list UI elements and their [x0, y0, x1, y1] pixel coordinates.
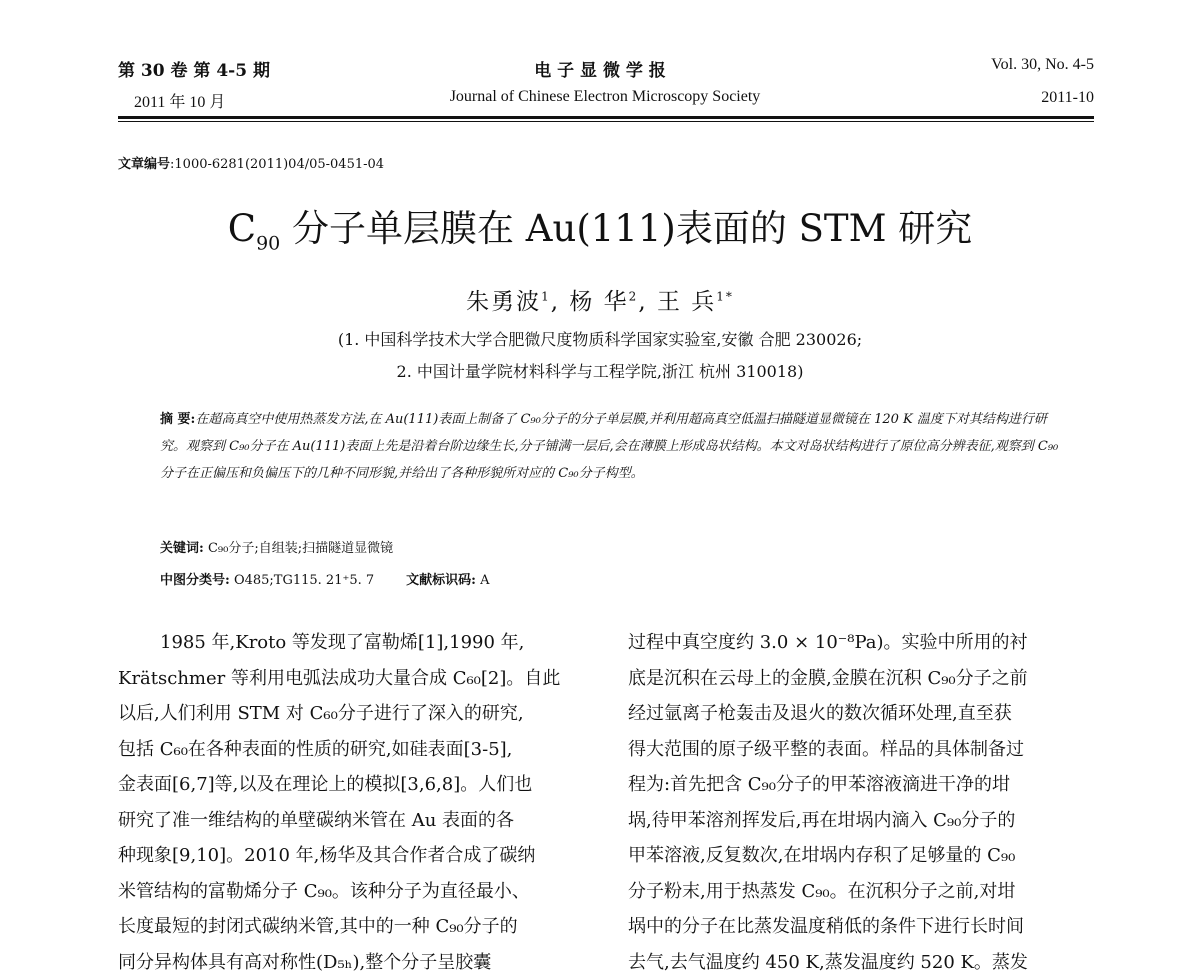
body-line: 得大范围的原子级平整的表面。样品的具体制备过: [628, 732, 1094, 768]
body-line: 过程中真空度约 3.0 × 10⁻⁸Pa)。实验中所用的衬: [628, 625, 1094, 661]
title-subscript: 90: [256, 232, 280, 254]
title-c: C: [228, 207, 256, 250]
title-rest: 分子单层膜在 Au(111)表面的 STM 研究: [280, 207, 972, 250]
journal-title-en: Journal of Chinese Electron Microscopy Society: [0, 88, 1200, 106]
classification-code: O485;TG115. 21⁺5. 7: [230, 573, 374, 588]
author-name: 王 兵: [657, 289, 716, 315]
document-code: A: [476, 573, 490, 588]
body-line: 金表面[6,7]等,以及在理论上的模拟[3,6,8]。人们也: [118, 767, 591, 803]
body-line: 去气,去气温度约 450 K,蒸发温度约 520 K。蒸发: [628, 945, 1094, 980]
volume-issue-cn: 第 30 卷 第 4-5 期: [118, 56, 270, 81]
body-line: 研究了准一维结构的单壁碳纳米管在 Au 表面的各: [118, 803, 591, 839]
body-line: 甲苯溶液,反复数次,在坩埚内存积了足够量的 C₉₀: [628, 838, 1094, 874]
body-column-right: [628, 625, 1094, 980]
author-affiliation-mark: 2: [629, 289, 639, 303]
keywords: [160, 537, 393, 556]
classification-label: 中图分类号:: [160, 573, 230, 588]
abstract-label: 摘 要:: [160, 412, 195, 427]
body-column-left: [118, 625, 591, 980]
author-name: 杨 华: [569, 289, 628, 315]
header-rule-thin: [118, 121, 1094, 122]
affiliation-line: 2. 中国计量学院材料科学与工程学院,浙江 杭州 310018): [0, 359, 1200, 382]
body-line: 经过氩离子枪轰击及退火的数次循环处理,直至获: [628, 696, 1094, 732]
author-name: 朱勇波: [466, 289, 541, 315]
paper-title: [0, 198, 1200, 254]
body-line: Krätschmer 等利用电弧法成功大量合成 C₆₀[2]。自此: [118, 661, 591, 697]
body-line: 长度最短的封闭式碳纳米管,其中的一种 C₉₀分子的: [118, 909, 591, 945]
keywords-text: C₉₀分子;自组装;扫描隧道显微镜: [204, 541, 393, 556]
volume-issue-en: Vol. 30, No. 4-5: [991, 56, 1094, 74]
document-code-label: 文献标识码:: [406, 573, 476, 588]
body-line: 底是沉积在云母上的金膜,金膜在沉积 C₉₀分子之前: [628, 661, 1094, 697]
body-line: 埚,待甲苯溶剂挥发后,再在坩埚内滴入 C₉₀分子的: [628, 803, 1094, 839]
article-number-value: :1000-6281(2011)04/05-0451-04: [170, 157, 384, 172]
body-line: 米管结构的富勒烯分子 C₉₀。该种分子为直径最小、: [118, 874, 591, 910]
journal-title-cn: 电 子 显 微 学 报: [0, 56, 1200, 81]
article-number-label: 文章编号: [118, 157, 170, 172]
author-affiliation-mark: 1*: [716, 289, 734, 303]
body-line: 埚中的分子在比蒸发温度稍低的条件下进行长时间: [628, 909, 1094, 945]
author-affiliation-mark: 1: [541, 289, 551, 303]
body-line: 种现象[9,10]。2010 年,杨华及其合作者合成了碳纳: [118, 838, 591, 874]
header-rule-thick: [118, 116, 1094, 119]
author-list: 朱勇波$^1$, 杨 华$^2$, 王 兵$^{1*}$: [0, 283, 1200, 316]
body-line: 分子粉末,用于热蒸发 C₉₀。在沉积分子之前,对坩: [628, 874, 1094, 910]
date-cn: 2011 年 10 月: [134, 89, 225, 112]
abstract: [160, 406, 1060, 487]
body-line: 程为:首先把含 C₉₀分子的甲苯溶液滴进干净的坩: [628, 767, 1094, 803]
date-en: 2011-10: [1041, 89, 1094, 107]
abstract-text: 在超高真空中使用热蒸发方法,在 Au(111)表面上制备了 C₉₀分子的分子单层膜,并利用超高真空低温扫描隧道显微镜在 120 K 温度下对其结构进行研究。观察到 C₉₀分子在 Au(111)表面上先是沿着台阶边缘生长,分子铺满一层后,会在薄膜上形成岛状结构。本文对岛状结构进行了原位高分辨表征,观察到 C₉₀分子在正偏压和负偏压下的几种不同形貌,并给出了各种形貌所对应的 C₉₀分子构型。: [160, 412, 1058, 481]
keywords-label: 关键词:: [160, 541, 204, 556]
body-line: 以后,人们利用 STM 对 C₆₀分子进行了深入的研究,: [118, 696, 591, 732]
body-line: 1985 年,Kroto 等发现了富勒烯[1],1990 年,: [118, 625, 591, 661]
classification: [160, 569, 489, 588]
article-number: [118, 153, 384, 172]
body-line: 包括 C₆₀在各种表面的性质的研究,如硅表面[3-5],: [118, 732, 591, 768]
body-line: 同分异构体具有高对称性(D₅ₕ),整个分子呈胶囊: [118, 945, 591, 980]
affiliation-line: (1. 中国科学技术大学合肥微尺度物质科学国家实验室,安徽 合肥 230026;: [0, 327, 1200, 350]
